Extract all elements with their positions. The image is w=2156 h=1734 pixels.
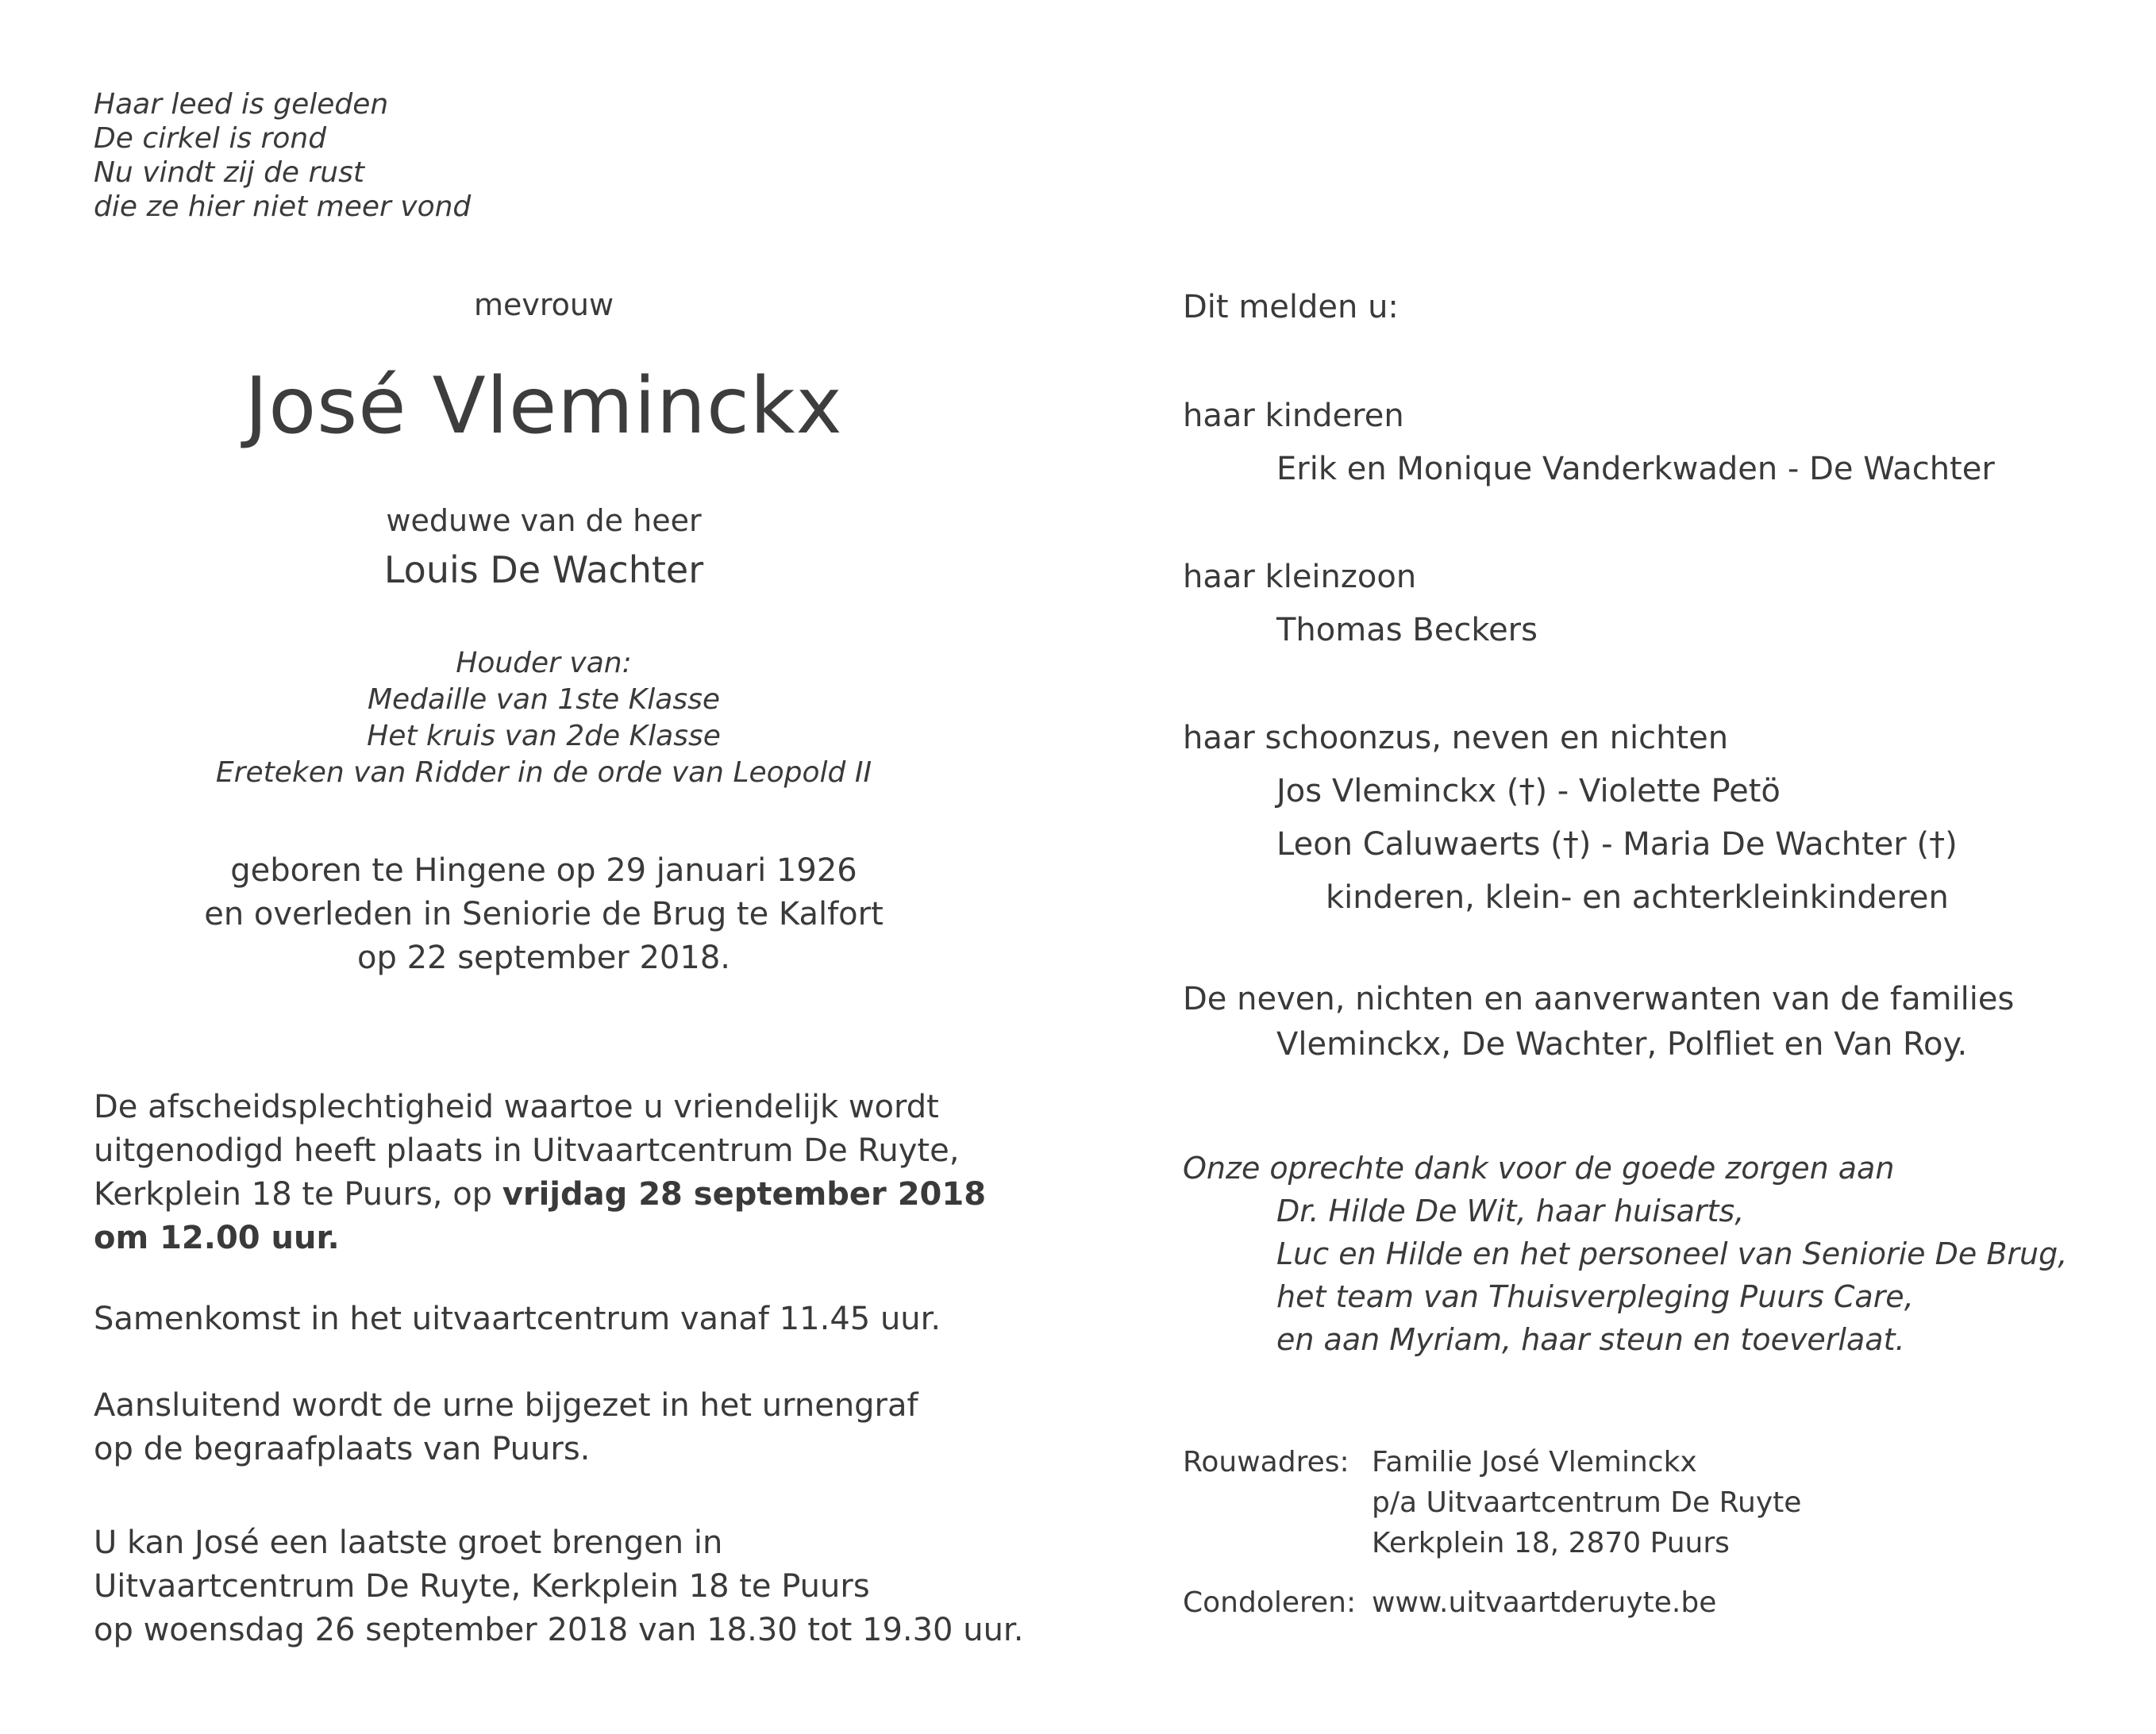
honour-item: Het kruis van 2de Klasse — [367, 720, 721, 752]
announce-intro: Dit melden u: — [1183, 289, 1399, 325]
honours — [103, 645, 984, 791]
ceremony-line: uitgenodigd heeft plaats in Uitvaartcentrum De Ruyte, — [94, 1132, 960, 1169]
ceremony-line — [94, 1217, 986, 1260]
address-label: Rouwadres: — [1183, 1446, 1349, 1478]
address-block — [1372, 1442, 1801, 1563]
children-label: haar kinderen — [1183, 398, 1404, 434]
death-line: en overleden in Seniorie de Brug te Kalfort — [204, 896, 884, 932]
honour-item: Ereteken van Ridder in de orde van Leopold II — [215, 756, 872, 789]
address-line: p/a Uitvaartcentrum De Ruyte — [1372, 1486, 1802, 1519]
ceremony-time: om 12.00 uur. — [94, 1220, 340, 1256]
ceremony-location: Kerkplein 18 te Puurs, op — [94, 1176, 502, 1213]
thanks-item: en aan Myriam, haar steun en toeverlaat. — [1276, 1322, 1905, 1357]
address-line: Familie José Vleminckx — [1372, 1446, 1697, 1478]
thanks-item: het team van Thuisverpleging Puurs Care, — [1276, 1279, 1914, 1314]
children-names: Erik en Monique Vanderkwaden - De Wachter — [1276, 451, 1995, 487]
urn-line: Aansluitend wordt de urne bijgezet in het urnengraf — [94, 1387, 918, 1424]
grandson-name: Thomas Beckers — [1276, 612, 1538, 648]
thanks — [1183, 1147, 2067, 1361]
inlaws-descendants: kinderen, klein- en achterkleinkinderen — [1326, 879, 1949, 916]
condolence-label: Condoleren: — [1183, 1586, 1357, 1619]
poem-line: Nu vindt zij de rust — [94, 156, 364, 189]
inlaws-line: Jos Vleminckx (†) - Violette Petö — [1276, 773, 1781, 809]
honorific: mevrouw — [473, 287, 614, 322]
families-intro: De neven, nichten en aanverwanten van de families — [1183, 981, 2015, 1017]
visit-info — [94, 1521, 1023, 1652]
deceased-name: José Vleminckx — [244, 361, 843, 452]
poem-line: Haar leed is geleden — [94, 88, 389, 121]
poem-line: De cirkel is rond — [94, 122, 327, 155]
birth-death-info — [103, 849, 984, 980]
urn-info — [94, 1384, 918, 1471]
ceremony-line — [94, 1173, 986, 1217]
death-date-line: op 22 september 2018. — [357, 940, 730, 976]
widow-of-label: weduwe van de heer — [386, 503, 702, 538]
condolence-link[interactable]: www.uitvaartderuyte.be — [1372, 1586, 1717, 1619]
honour-item: Medaille van 1ste Klasse — [367, 683, 721, 716]
urn-line: op de begraafplaats van Puurs. — [94, 1431, 591, 1467]
gathering-info: Samenkomst in het uitvaartcentrum vanaf 11.45 uur. — [94, 1301, 941, 1337]
ceremony-info — [94, 1086, 986, 1260]
honours-heading: Houder van: — [456, 647, 632, 679]
address-line: Kerkplein 18, 2870 Puurs — [1372, 1527, 1730, 1559]
ceremony-date: vrijdag 28 september 2018 — [502, 1176, 987, 1213]
visit-line: op woensdag 26 september 2018 van 18.30 tot 19.30 uur. — [94, 1612, 1024, 1648]
poem-line: die ze hier niet meer vond — [94, 190, 472, 223]
grandson-label: haar kleinzoon — [1183, 559, 1417, 595]
families-names: Vleminckx, De Wachter, Polfliet en Van Roy. — [1276, 1026, 1968, 1063]
thanks-item: Dr. Hilde De Wit, haar huisarts, — [1276, 1194, 1745, 1228]
birth-line: geboren te Hingene op 29 januari 1926 — [230, 852, 857, 889]
ceremony-line: De afscheidsplechtigheid waartoe u vriendelijk wordt — [94, 1089, 939, 1125]
inlaws-line: Leon Caluwaerts (†) - Maria De Wachter (†) — [1276, 826, 1958, 863]
visit-line: U kan José een laatste groet brengen in — [94, 1524, 723, 1561]
husband-name: Louis De Wachter — [383, 548, 704, 591]
poem — [94, 87, 471, 224]
thanks-item: Luc en Hilde en het personeel van Seniorie De Brug, — [1276, 1236, 2068, 1271]
inlaws-label: haar schoonzus, neven en nichten — [1183, 720, 1729, 756]
thanks-intro: Onze oprechte dank voor de goede zorgen aan — [1183, 1151, 1895, 1186]
visit-line: Uitvaartcentrum De Ruyte, Kerkplein 18 te Puurs — [94, 1568, 870, 1605]
